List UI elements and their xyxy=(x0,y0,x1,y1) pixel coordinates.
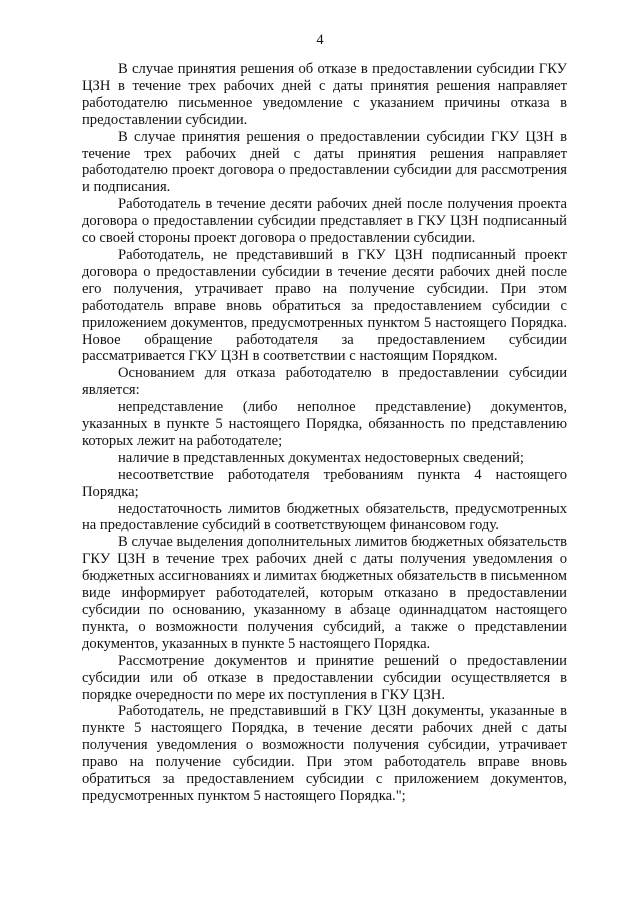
paragraph-refusal-grounds-intro: Основанием для отказа работодателю в предоставлении субсидии является: xyxy=(82,365,567,399)
paragraph-contract-return: Работодатель в течение десяти рабочих дней после получения проекта договора о предоставлении субсидии представляет в ГКУ ЦЗН подписанный со своей стороны проект договора о предоставлении субсидии. xyxy=(82,196,567,247)
paragraph-ground-insufficient-limits: недостаточность лимитов бюджетных обязательств, предусмотренных на предоставление субсидий в соответствующем финансовом году. xyxy=(82,500,567,534)
paragraph-review-order: Рассмотрение документов и принятие решений о предоставлении субсидии или об отказе в предоставлении субсидии осуществляется в порядке очередности по мере их поступления в ГКУ ЦЗН. xyxy=(82,652,567,703)
paragraph-loss-of-right: Работодатель, не представивший в ГКУ ЦЗН подписанный проект договора о предоставлении субсидии в течение десяти рабочих дней после его получения, утрачивает право на получение субсидии. При этом работодатель вправе вновь обратиться за предоставлением субсидии с приложением документов, предусмотренных пунктом 5 настоящего Порядка. Новое обращение работодателя за предоставлением субсидии рассматривается ГКУ ЦЗН в соответствии с настоящим Порядком. xyxy=(82,246,567,365)
paragraph-additional-limits: В случае выделения дополнительных лимитов бюджетных обязательств ГКУ ЦЗН в течение трех рабочих дней с даты получения уведомления о бюджетных ассигнованиях и лимитах бюджетных обязательств в письменном виде информирует работодателей, которым отказано в предоставлении субсидии по основанию, указанному в абзаце одиннадцатом настоящего пункта, о возможности получения субсидий, а также о представлении документов, указанных в пункте 5 настоящего Порядка. xyxy=(82,534,567,652)
paragraph-ground-requirements: несоответствие работодателя требованиям пункта 4 настоящего Порядка; xyxy=(82,466,567,500)
paragraph-ground-missing-documents: непредставление (либо неполное представление) документов, указанных в пункте 5 настоящего Порядка, обязанность по представлению которых лежит на работодателе; xyxy=(82,399,567,449)
document-body xyxy=(82,61,567,805)
paragraph-approval-contract: В случае принятия решения о предоставлении субсидии ГКУ ЦЗН в течение трех рабочих дней с даты принятия решения направляет работодателю проект договора о предоставлении субсидии для рассмотрения и подписания. xyxy=(82,128,567,196)
paragraph-refusal-notice: В случае принятия решения об отказе в предоставлении субсидии ГКУ ЦЗН в течение трех рабочих дней с даты принятия решения направляет работодателю письменное уведомление с указанием причины отказа в предоставлении субсидии. xyxy=(82,61,567,128)
paragraph-ground-false-info: наличие в представленных документах недостоверных сведений; xyxy=(118,449,524,466)
page-number: 4 xyxy=(316,32,324,48)
paragraph-documents-deadline: Работодатель, не представивший в ГКУ ЦЗН документы, указанные в пункте 5 настоящего Порядка, в течение десяти рабочих дней с даты получения уведомления о возможности получения субсидии, утрачивает право на получение субсидии. При этом работодатель вправе вновь обратиться за предоставлением субсидии с приложением документов, предусмотренных пунктом 5 настоящего Порядка."; xyxy=(82,703,567,804)
